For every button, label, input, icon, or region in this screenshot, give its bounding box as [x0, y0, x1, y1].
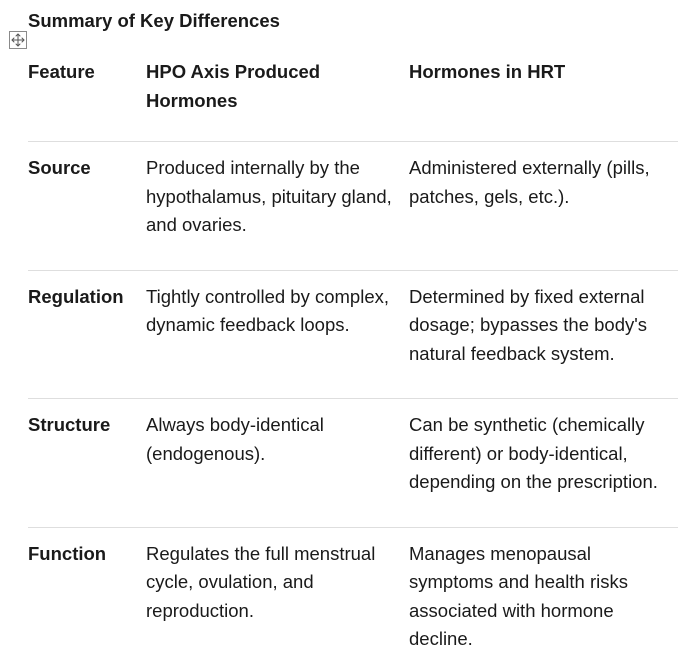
row-feature: Structure — [28, 414, 111, 435]
move-arrows-icon — [10, 32, 26, 48]
row-feature: Function — [28, 542, 107, 564]
row-hrt-cell: Determined by fixed external dosage; bypasses the body's natural feedback system. — [409, 285, 648, 364]
header-hpo-axis: HPO Axis Produced Hormones — [146, 61, 321, 111]
row-feature: Regulation — [28, 285, 124, 307]
header-hrt: Hormones in HRT — [409, 61, 566, 82]
table-row-regulation — [28, 270, 678, 399]
table-row-function — [28, 527, 678, 658]
header-feature: Feature — [28, 61, 95, 82]
table-row-source — [28, 142, 678, 271]
row-hrt-cell: Manages menopausal symptoms and health risks associated with hormone decline. — [409, 542, 629, 649]
row-hpo-cell: Regulates the full menstrual cycle, ovulation, and reproduction. — [146, 542, 376, 621]
row-feature: Source — [28, 157, 91, 178]
table-move-handle[interactable] — [9, 31, 27, 49]
row-hpo-cell: Produced internally by the hypothalamus, pituitary gland, and ovaries. — [146, 157, 392, 235]
row-hrt-cell: Can be synthetic (chemically different) or body-identical, depending on the prescription. — [409, 414, 658, 492]
table-row-structure — [28, 399, 678, 528]
table-header-row — [28, 58, 678, 142]
row-hrt-cell: Administered externally (pills, patches, gels, etc.). — [409, 157, 650, 207]
document-title: Summary of Key Differences — [28, 10, 280, 31]
row-hpo-cell: Tightly controlled by complex, dynamic feedback loops. — [146, 285, 390, 335]
row-hpo-cell: Always body-identical (endogenous). — [146, 414, 324, 464]
differences-table — [28, 58, 678, 658]
